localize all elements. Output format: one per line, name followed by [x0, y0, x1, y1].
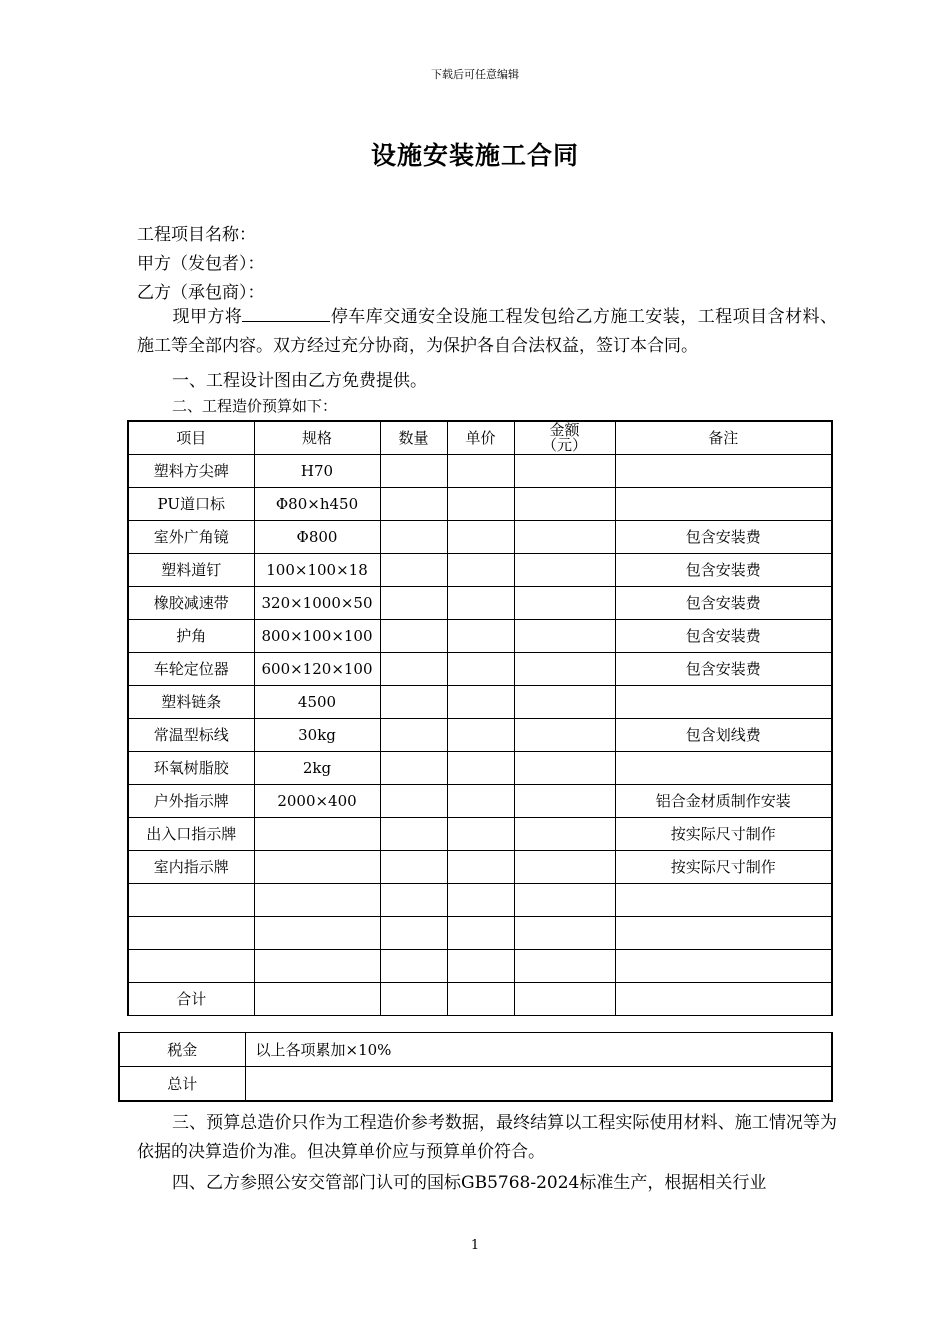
- cell-quantity: [380, 784, 447, 817]
- document-title: 设施安装施工合同: [370, 141, 579, 170]
- cell-spec: 800×100×100: [254, 619, 380, 652]
- table-row: [128, 850, 832, 883]
- cell-remarks: 按实际尺寸制作: [615, 817, 832, 850]
- cell-amount: [514, 520, 615, 553]
- clause-2: [137, 395, 337, 416]
- header-remarks: 备注: [615, 421, 832, 454]
- clause-2-text: 二、工程造价预算如下：: [172, 397, 338, 415]
- cell-amount: [514, 850, 615, 883]
- cell-quantity: [380, 949, 447, 982]
- page-number: 1: [470, 1238, 480, 1253]
- cell-amount: [514, 553, 615, 586]
- cell-item: 塑料链条: [128, 685, 254, 718]
- cell-unit-price: [447, 817, 514, 850]
- cell-amount: [514, 487, 615, 520]
- clause-1: [137, 366, 427, 391]
- cell-quantity: [380, 520, 447, 553]
- cell-unit-price: [447, 520, 514, 553]
- table-row: [128, 718, 832, 751]
- cell-unit-price: [447, 586, 514, 619]
- cell-amount: [514, 817, 615, 850]
- table-row: [128, 751, 832, 784]
- cell-quantity: [380, 652, 447, 685]
- table-header-row: [128, 421, 832, 454]
- cell-quantity: [380, 916, 447, 949]
- cell-remarks: [615, 916, 832, 949]
- cell-spec: 2kg: [254, 751, 380, 784]
- cell-item: 室内指示牌: [128, 850, 254, 883]
- cell-quantity: [380, 553, 447, 586]
- cell-spec: 320×1000×50: [254, 586, 380, 619]
- cell-unit-price: [447, 487, 514, 520]
- cell-amount: [514, 454, 615, 487]
- cell-remarks: 包含安装费: [615, 586, 832, 619]
- table-row: [128, 619, 832, 652]
- cell-item: 常温型标线: [128, 718, 254, 751]
- cell-quantity: [380, 883, 447, 916]
- party-b-field: 乙方（承包商）：: [137, 283, 265, 303]
- clause-3: [137, 1109, 837, 1167]
- cell-spec: [254, 883, 380, 916]
- intro-before-blank: 现甲方将: [172, 307, 243, 327]
- cell-amount: [514, 619, 615, 652]
- cell-quantity: [380, 982, 447, 1015]
- cell-unit-price: [447, 916, 514, 949]
- cell-amount: [514, 685, 615, 718]
- cell-remarks: [615, 751, 832, 784]
- cell-spec: 600×120×100: [254, 652, 380, 685]
- table-row: [128, 949, 832, 982]
- cell-item: 环氧树脂胶: [128, 751, 254, 784]
- header-spec: 规格: [254, 421, 380, 454]
- cell-spec: [254, 850, 380, 883]
- cell-item: [128, 916, 254, 949]
- table-row: [128, 553, 832, 586]
- intro-paragraph: [137, 303, 837, 361]
- cell-unit-price: [447, 619, 514, 652]
- cell-amount: [514, 586, 615, 619]
- cell-item: [128, 883, 254, 916]
- cell-amount: [514, 784, 615, 817]
- cell-spec: 100×100×18: [254, 553, 380, 586]
- cell-remarks: 铝合金材质制作安装: [615, 784, 832, 817]
- tax-value: 以上各项累加×10%: [245, 1033, 832, 1067]
- cell-remarks: [615, 487, 832, 520]
- clause-4-text: 四、乙方参照公安交管部门认可的国标GB5768-2024标准生产，根据相关行业: [172, 1173, 767, 1193]
- cell-unit-price: [447, 850, 514, 883]
- cell-spec: 30kg: [254, 718, 380, 751]
- cell-item: PU道口标: [128, 487, 254, 520]
- cell-unit-price: [447, 454, 514, 487]
- cell-quantity: [380, 718, 447, 751]
- cell-unit-price: [447, 553, 514, 586]
- cell-unit-price: [447, 751, 514, 784]
- cell-amount: [514, 883, 615, 916]
- intro-after-blank: 停车库交通安全设施工程发包给乙方施工安装，工程项目含材料、施工等全部内容。双方经过充分协商，为保护各自合法权益，签订本合同。: [137, 307, 838, 356]
- cell-item: 室外广角镜: [128, 520, 254, 553]
- cell-quantity: [380, 454, 447, 487]
- cell-quantity: [380, 586, 447, 619]
- header-amount: [514, 421, 615, 454]
- cell-remarks: [615, 454, 832, 487]
- cell-remarks: 包含安装费: [615, 652, 832, 685]
- cell-spec: 2000×400: [254, 784, 380, 817]
- tax-total-table: [118, 1032, 833, 1102]
- table-row: [128, 817, 832, 850]
- cell-remarks: 包含划线费: [615, 718, 832, 751]
- cell-remarks: [615, 949, 832, 982]
- cell-remarks: 按实际尺寸制作: [615, 850, 832, 883]
- table-row: [128, 487, 832, 520]
- cell-unit-price: [447, 784, 514, 817]
- total-value: [245, 1067, 832, 1101]
- project-blank: [242, 304, 330, 322]
- cell-item: 橡胶减速带: [128, 586, 254, 619]
- table-row: [128, 586, 832, 619]
- cell-remarks: [615, 982, 832, 1015]
- cell-amount: [514, 751, 615, 784]
- total-row: [119, 1067, 832, 1101]
- project-name-field: 工程项目名称：: [137, 225, 256, 245]
- cell-unit-price: [447, 718, 514, 751]
- tax-label: 税金: [119, 1033, 245, 1067]
- cell-item: 车轮定位器: [128, 652, 254, 685]
- total-label: 总计: [119, 1067, 245, 1101]
- cell-item: [128, 949, 254, 982]
- tax-row: [119, 1033, 832, 1067]
- header-amount-line2: （元）: [541, 435, 587, 454]
- table-row: [128, 982, 832, 1015]
- table-row: [128, 883, 832, 916]
- cell-quantity: [380, 850, 447, 883]
- table-row: [128, 916, 832, 949]
- table-row: [128, 652, 832, 685]
- table-row: [128, 454, 832, 487]
- cell-item: 合计: [128, 982, 254, 1015]
- cell-spec: Φ800: [254, 520, 380, 553]
- cell-unit-price: [447, 949, 514, 982]
- cell-amount: [514, 652, 615, 685]
- cell-quantity: [380, 685, 447, 718]
- cell-item: 塑料方尖碑: [128, 454, 254, 487]
- clause-3-text: 三、预算总造价只作为工程造价参考数据，最终结算以工程实际使用材料、施工情况等为依据的决算造价为准。但决算单价应与预算单价符合。: [137, 1113, 837, 1162]
- cell-spec: 4500: [254, 685, 380, 718]
- cell-quantity: [380, 619, 447, 652]
- clause-1-text: 一、工程设计图由乙方免费提供。: [172, 371, 427, 391]
- cell-amount: [514, 982, 615, 1015]
- cell-spec: [254, 949, 380, 982]
- cell-remarks: [615, 685, 832, 718]
- cell-amount: [514, 916, 615, 949]
- table-row: [128, 520, 832, 553]
- cell-unit-price: [447, 652, 514, 685]
- cell-unit-price: [447, 685, 514, 718]
- cell-item: 出入口指示牌: [128, 817, 254, 850]
- cell-unit-price: [447, 982, 514, 1015]
- clause-4: [137, 1169, 837, 1198]
- cell-spec: H70: [254, 454, 380, 487]
- cell-unit-price: [447, 883, 514, 916]
- table-row: [128, 784, 832, 817]
- cell-spec: [254, 916, 380, 949]
- cell-remarks: 包含安装费: [615, 619, 832, 652]
- cell-quantity: [380, 751, 447, 784]
- cell-item: 户外指示牌: [128, 784, 254, 817]
- cell-quantity: [380, 817, 447, 850]
- cell-remarks: 包含安装费: [615, 553, 832, 586]
- budget-table: [127, 420, 833, 1016]
- cell-spec: Φ80×h450: [254, 487, 380, 520]
- cell-quantity: [380, 487, 447, 520]
- table-row: [128, 685, 832, 718]
- header-item: 项目: [128, 421, 254, 454]
- header-amount-line1: 金额: [549, 420, 580, 439]
- header-quantity: 数量: [380, 421, 447, 454]
- header-note: 下载后可任意编辑: [431, 68, 519, 81]
- cell-amount: [514, 949, 615, 982]
- header-unit-price: 单价: [447, 421, 514, 454]
- cell-spec: [254, 817, 380, 850]
- party-a-field: 甲方（发包者）：: [137, 254, 265, 274]
- cell-amount: [514, 718, 615, 751]
- cell-item: 护角: [128, 619, 254, 652]
- cell-spec: [254, 982, 380, 1015]
- cell-remarks: [615, 883, 832, 916]
- cell-item: 塑料道钉: [128, 553, 254, 586]
- cell-remarks: 包含安装费: [615, 520, 832, 553]
